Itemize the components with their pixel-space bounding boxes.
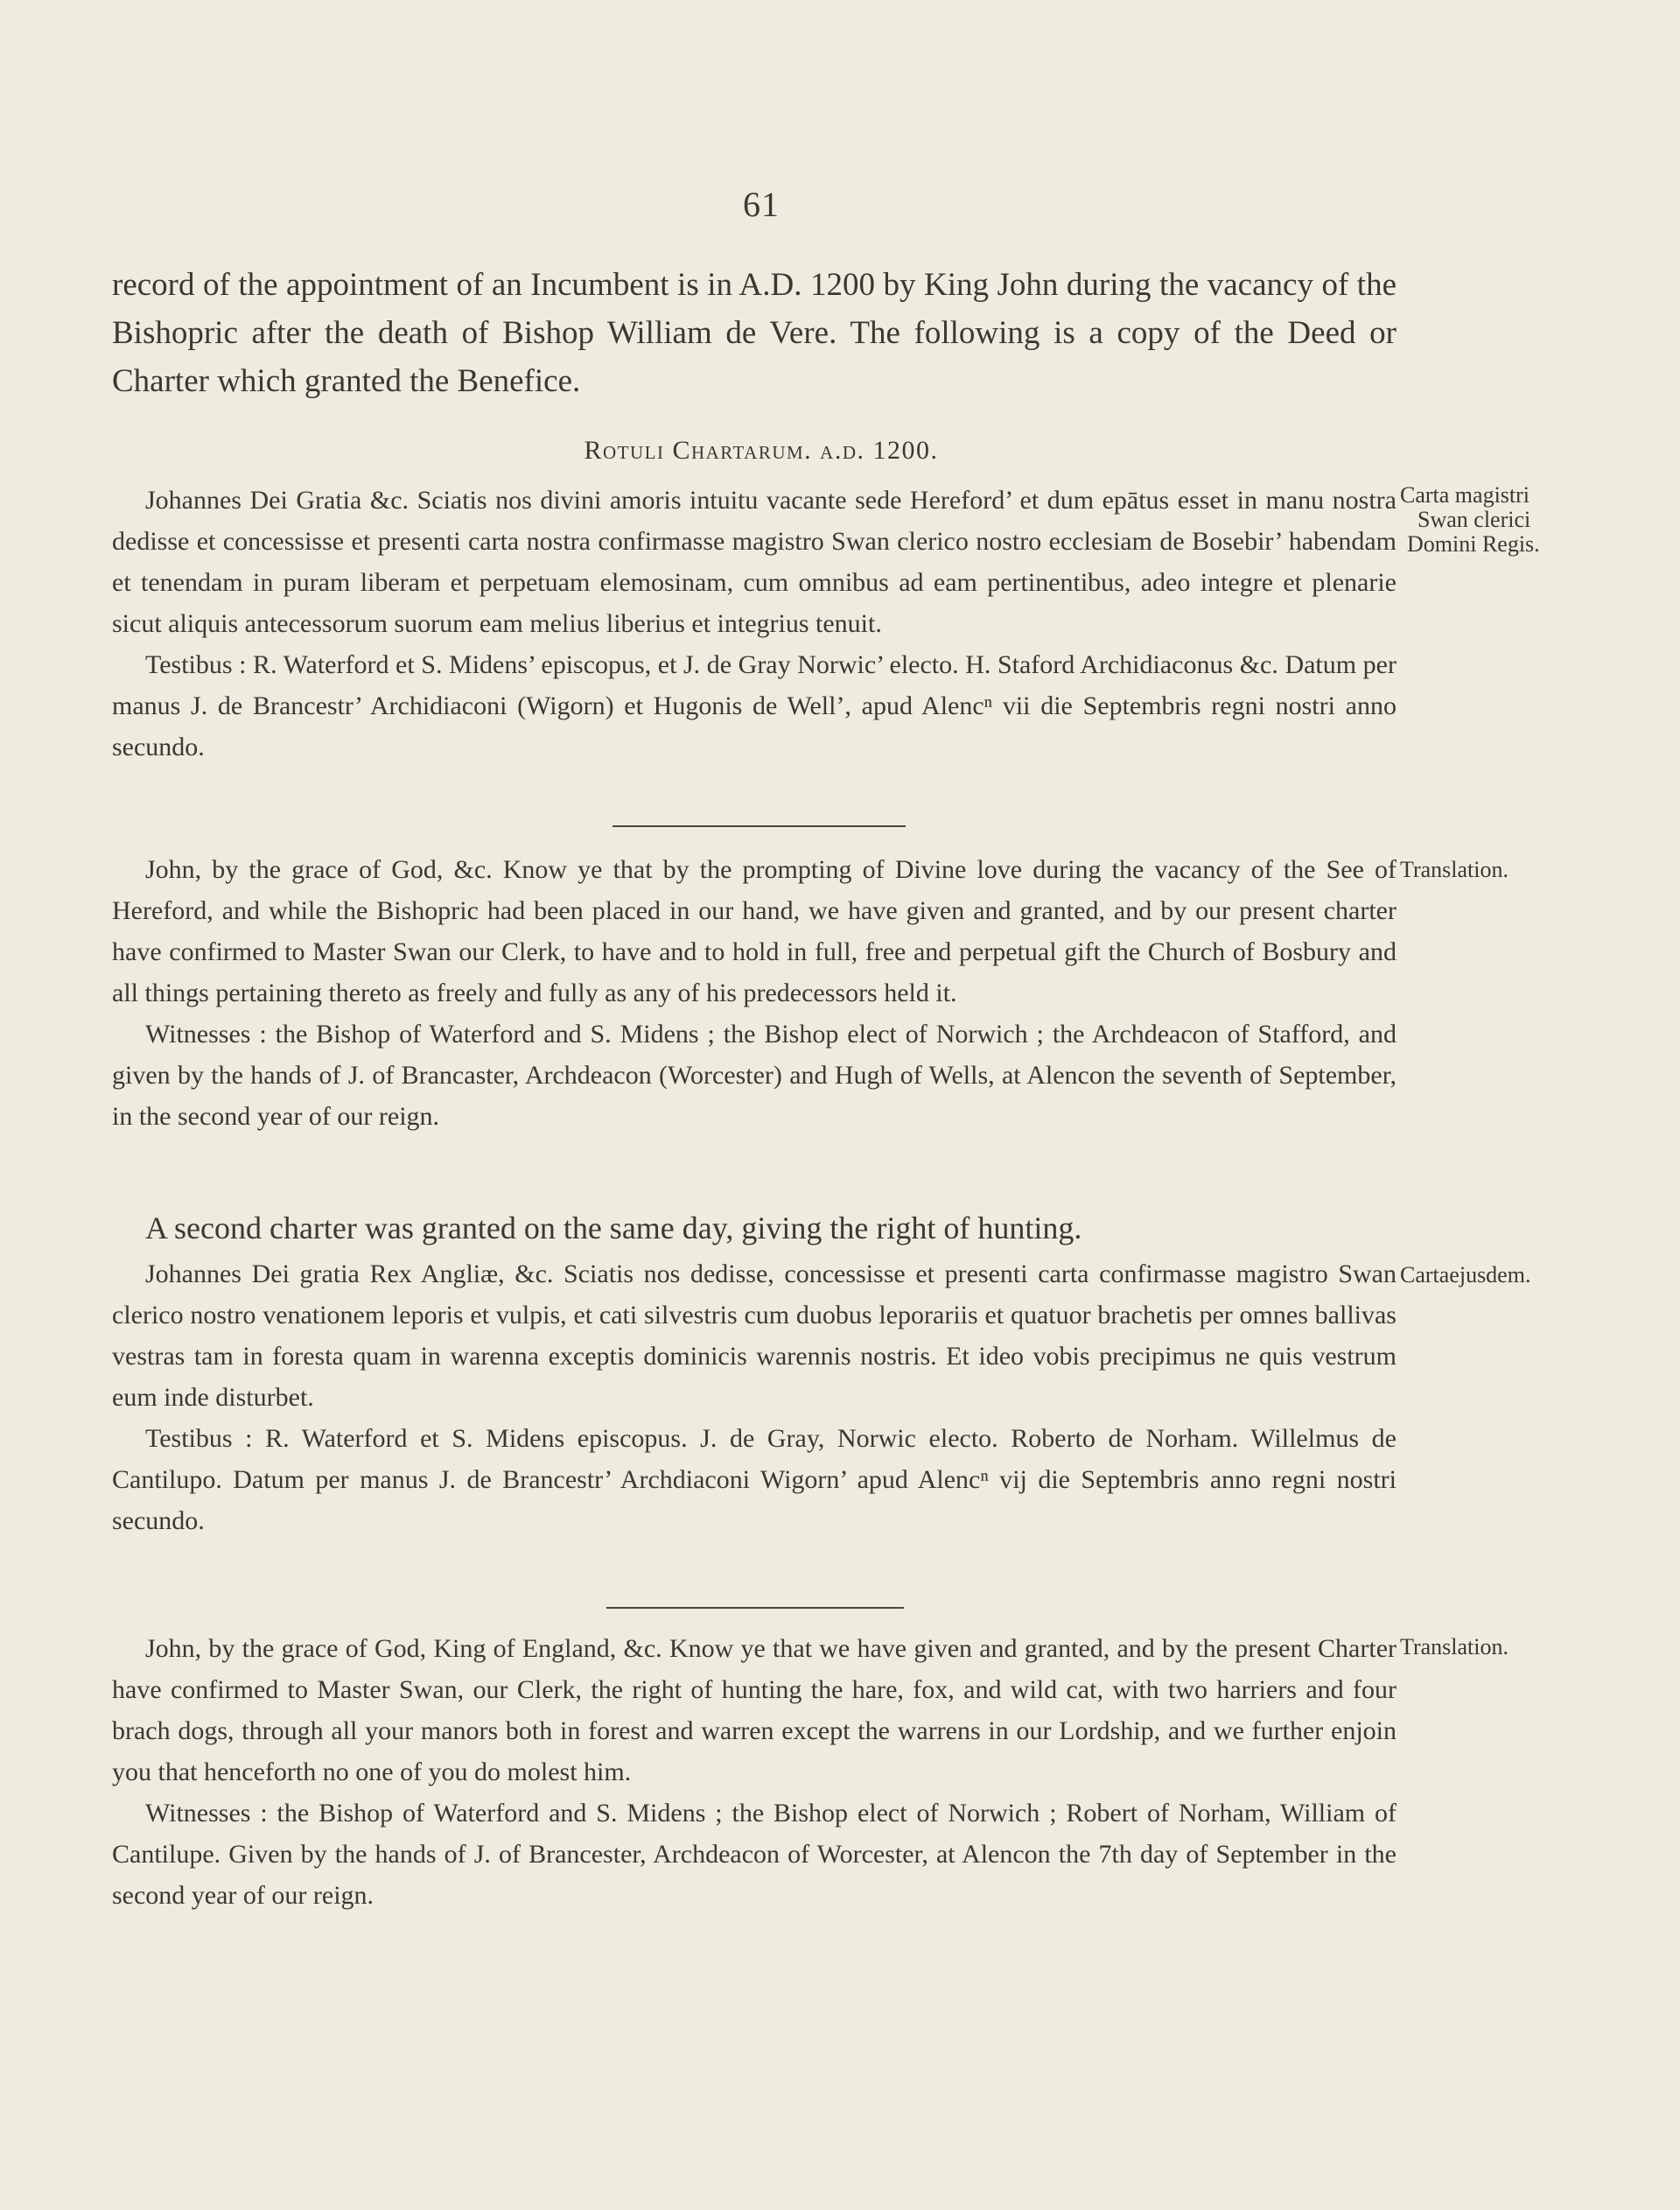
section-heading: Rotuli Chartarum. a.d. 1200. [584,436,939,465]
divider-rule [606,1607,904,1609]
page-number: 61 [743,185,780,224]
intro-paragraph: record of the appointment of an Incumbent is in A.D. 1200 by King John during the vacancy of the Bishopric after the death of Bishop William de Vere. The following is a copy of the Deed or Charter which granted the Benefice. [112,267,1396,399]
latin-charter-2-body: Johannes Dei gratia Rex Angliæ, &c. Sciatis nos dedisse, concessisse et presenti carta confirmasse magistro Swan clerico nostro venationem leporis et vulpis, et cati silvestris cum duobus leporariis et quatuor brachetis per omnes ballivas vestras tam in foresta quam in warenna exceptis dominicis warennis nostris. Et ideo vobis precipimus ne quis vestrum eum inde disturbet. [112,1259,1396,1412]
translation-1-witnesses: Witnesses : the Bishop of Waterford and S. Midens ; the Bishop elect of Norwich ; the Archdeacon of Stafford, and given by the hands of J. of Brancaster, Archdeacon (Worcester) and Hugh of Wells, at Alencon the seventh of September, in the second year of our reign. [112,1020,1396,1131]
translation-2-witnesses: Witnesses : the Bishop of Waterford and S. Midens ; the Bishop elect of Norwich ; Robert of Norham, William of Cantilupe. Given by the hands of J. of Brancester, Archdeacon of Worcester, at Alencon the 7th day of September in the second year of our reign. [112,1799,1396,1910]
translation-1 [112,849,1396,1137]
latin-charter-1-body: Johannes Dei Gratia &c. Sciatis nos divini amoris intuitu vacante sede Hereford’ et dum epātus esset in manu nostra dedisse et concessisse et presenti carta nostra confirmasse magistro Swan clerico nostro ecclesiam de Bosebir’ habendam et tenendam in puram liberam et perpetuam elemosinam, cum omnibus ad eam pertinentibus, adeo integre et plenarie sicut aliquis antecessorum suorum eam melius liberius et integrius tenuit. [112,486,1396,638]
translation-2 [112,1628,1396,1916]
margin-note-translation-1: Translation. [1400,857,1508,882]
latin-charter-2-witnesses: Testibus : R. Waterford et S. Midens episcopus. J. de Gray, Norwic electo. Roberto de Norham. Willelmus de Cantilupo. Datum per manus J. de Brancestr’ Archdiaconi Wigorn’ apud Alencⁿ vij die Septembris anno regni nostri secundo. [112,1424,1396,1535]
latin-charter-1 [112,480,1396,768]
margin-note-carta-ejusdem: Cartaejusdem. [1400,1262,1531,1287]
translation-1-body: John, by the grace of God, &c. Know ye that by the prompting of Divine love during the vacancy of the See of Hereford, and while the Bishopric had been placed in our hand, we have given and granted, and by our present charter have confirmed to Master Swan our Clerk, to have and to hold in full, free and perpetual gift the Church of Bosbury and all things pertaining thereto as freely and fully as any of his predecessors held it. [112,855,1396,1007]
divider-rule [612,825,906,827]
translation-2-body: John, by the grace of God, King of England, &c. Know ye that we have given and granted, and by the present Charter have confirmed to Master Swan, our Clerk, the right of hunting the hare, fox, and wild cat, with two harriers and four brach dogs, through all your manors both in forest and warren except the warrens in our Lordship, and we further enjoin you that henceforth no one of you do molest him. [112,1634,1396,1786]
latin-charter-2 [112,1253,1396,1541]
margin-note-carta-magistri: Carta magistri Swan clerici Domini Regis. [1400,482,1540,557]
second-charter-intro: A second charter was granted on the same day, giving the right of hunting. [145,1210,1082,1245]
latin-charter-1-witnesses: Testibus : R. Waterford et S. Midens’ episcopus, et J. de Gray Norwic’ electo. H. Staford Archidiaconus &c. Datum per manus J. de Brancestr’ Archidiaconi (Wigorn) et Hugonis de Well’, apud Alencⁿ vii die Septembris regni nostri anno secundo. [112,650,1396,761]
margin-note-translation-2: Translation. [1400,1634,1508,1659]
